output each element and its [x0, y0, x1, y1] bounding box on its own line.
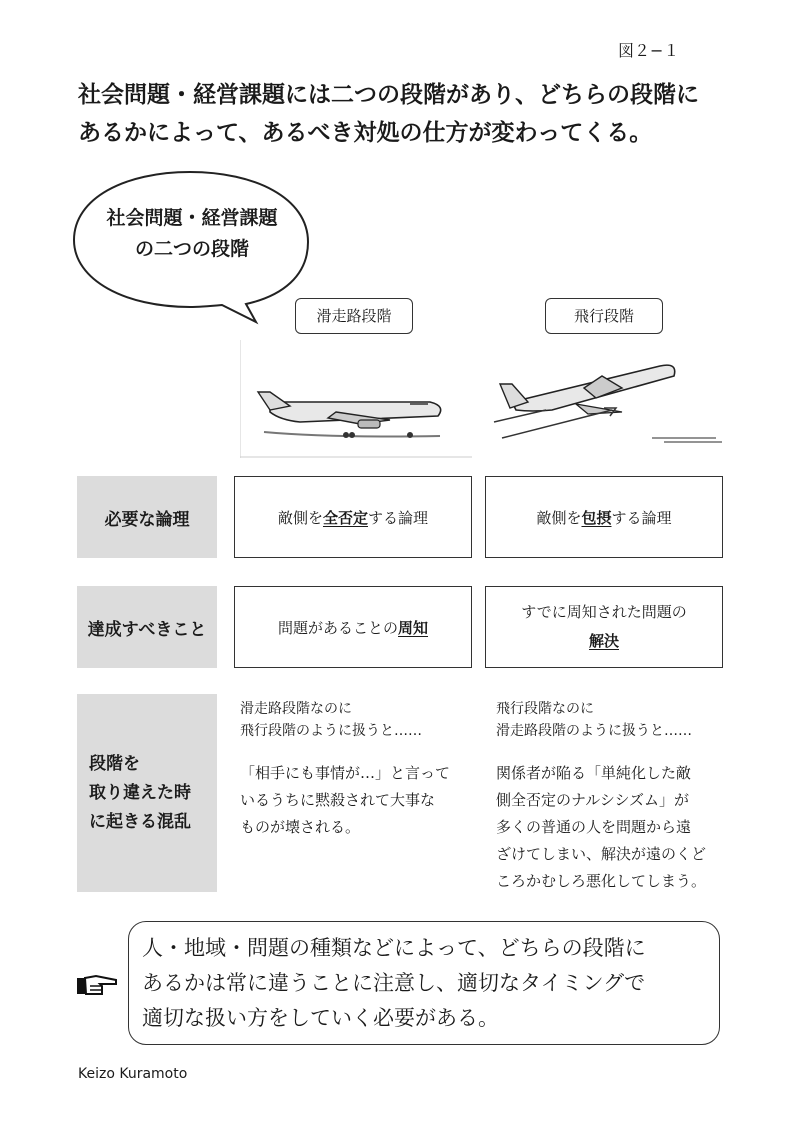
result-line: 「相手にも事情が…」と言って — [240, 764, 451, 782]
cell-logic-flight — [485, 476, 723, 558]
row-header-confusion — [77, 694, 217, 892]
header-line-3: に起きる混乱 — [89, 811, 191, 832]
note-line: 人・地域・問題の種類などによって、どちらの段階に — [142, 936, 646, 960]
condition-line-2: 滑走路段階のように扱うと…… — [496, 723, 692, 739]
text-post: する論理 — [611, 508, 672, 527]
bubble-text — [92, 203, 292, 265]
text-pre: 敵側を — [536, 508, 582, 527]
text-key: 周知 — [398, 618, 429, 637]
result-line: 多くの普通の人を問題から遠 — [496, 818, 692, 836]
result-line: いるうちに黙殺されて大事な — [240, 791, 436, 809]
author-credit: Keizo Kuramoto — [78, 1066, 188, 1082]
headline-line-1: 社会問題・経営課題には二つの段階があり、どちらの段階に — [78, 82, 699, 108]
bubble-line-1: 社会問題・経営課題 — [106, 207, 278, 229]
result-line: 側全否定のナルシシズム」が — [496, 791, 690, 809]
condition-line-2: 飛行段階のように扱うと…… — [240, 723, 422, 739]
pointing-hand-icon — [76, 972, 118, 998]
cell-goal-runway — [234, 586, 472, 668]
cell-goal-flight — [485, 586, 723, 668]
note-text — [142, 931, 714, 1036]
text-key: 全否定 — [322, 508, 368, 527]
note-line: 適切な扱い方をしていく必要がある。 — [142, 1006, 499, 1030]
airplane-on-runway-icon — [240, 340, 472, 458]
headline-line-2: あるかによって、あるべき対処の仕方が変わってくる。 — [78, 120, 653, 146]
stage-label-runway: 滑走路段階 — [295, 298, 413, 334]
cell-logic-runway — [234, 476, 472, 558]
header-line-1: 段階を — [89, 753, 140, 774]
cell-text — [536, 507, 671, 528]
row-header-goal: 達成すべきこと — [77, 586, 217, 668]
stage-label-flight: 飛行段階 — [545, 298, 663, 334]
page-headline — [78, 76, 758, 152]
bubble-line-2: の二つの段階 — [134, 238, 249, 260]
result-line: 関係者が陥る「単純化した敵 — [496, 764, 692, 782]
confusion-flight-result — [496, 760, 726, 895]
confusion-runway-condition — [240, 698, 470, 742]
result-line: ものが壊される。 — [240, 818, 361, 836]
text-key: 解決 — [588, 632, 619, 650]
confusion-runway-result — [240, 760, 470, 841]
result-line: ざけてしまい、解決が遠のくど — [496, 845, 707, 863]
text-key: 包摂 — [581, 508, 612, 527]
condition-line-1: 滑走路段階なのに — [240, 701, 352, 717]
result-line: ころかむしろ悪化してしまう。 — [496, 872, 707, 890]
figure-label: 図２−１ — [618, 41, 680, 60]
text-pre: 敵側を — [277, 508, 323, 527]
text-pre: 問題があることの — [277, 618, 398, 637]
note-line: あるかは常に違うことに注意し、適切なタイミングで — [142, 971, 646, 995]
condition-line-1: 飛行段階なのに — [496, 701, 594, 717]
row-header-logic: 必要な論理 — [77, 476, 217, 558]
cell-text — [278, 617, 428, 638]
header-line-2: 取り違えた時 — [89, 782, 191, 803]
text-line-1: すでに周知された問題の — [521, 603, 687, 621]
confusion-flight-condition — [496, 698, 726, 742]
text-post: する論理 — [368, 508, 429, 527]
airplane-taking-off-icon — [492, 352, 724, 452]
cell-text — [278, 507, 428, 528]
